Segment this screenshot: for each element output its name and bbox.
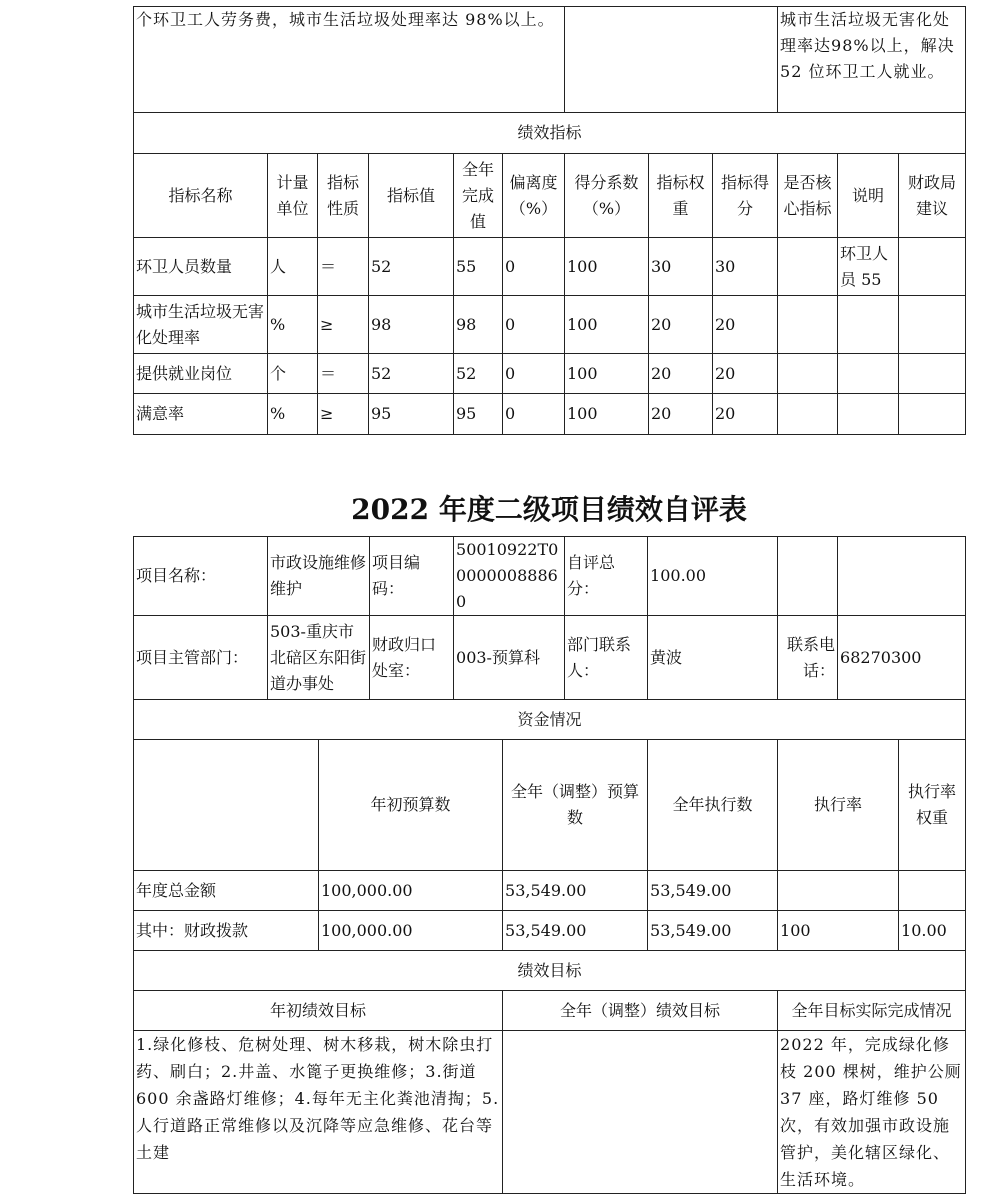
table-cell: 52 xyxy=(369,238,454,296)
header-cell: 执行率权重 xyxy=(899,740,966,871)
department-value: 503-重庆市北碚区东阳街道办事处 xyxy=(268,616,370,700)
table-cell xyxy=(899,871,966,911)
table-cell: 20 xyxy=(713,296,778,354)
table-cell xyxy=(778,871,899,911)
table-cell: 20 xyxy=(649,394,713,435)
table-cell: 个 xyxy=(268,354,318,394)
goals-header-row xyxy=(134,991,966,1031)
header-cell: 指标得分 xyxy=(713,154,778,238)
fragment-left-cell: 个环卫工人劳务费，城市生活垃圾处理率达 98%以上。 xyxy=(134,7,565,113)
table-cell: 环卫人员数量 xyxy=(134,238,268,296)
table-cell xyxy=(899,394,966,435)
table-cell: 98 xyxy=(454,296,503,354)
table-cell: 52 xyxy=(369,354,454,394)
table-cell xyxy=(838,394,899,435)
score-label: 自评总分： xyxy=(565,537,648,616)
table-cell: 55 xyxy=(454,238,503,296)
table-cell: 98 xyxy=(369,296,454,354)
table-cell: 满意率 xyxy=(134,394,268,435)
header-cell: 财政局建议 xyxy=(899,154,966,238)
project-name-value: 市政设施维修维护 xyxy=(268,537,370,616)
indicator-header-row xyxy=(134,154,966,238)
header-cell: 全年（调整）预算数 xyxy=(503,740,648,871)
header-cell: 说明 xyxy=(838,154,899,238)
table-cell: 100 xyxy=(565,238,649,296)
actual-completion-cell: 2022 年，完成绿化修枝 200 棵树，维护公厕 37 座，路灯维修 50 次，有效加强市政设施管护，美化辖区绿化、生活环境。 xyxy=(778,1031,966,1194)
table-cell: 100 xyxy=(778,911,899,951)
table-cell: 0 xyxy=(503,296,565,354)
department-label: 项目主管部门： xyxy=(134,616,268,700)
funds-header-row xyxy=(134,740,966,871)
header-cell: 指标值 xyxy=(369,154,454,238)
adjusted-goal-cell xyxy=(503,1031,778,1194)
finance-office-label: 财政归口处室： xyxy=(370,616,454,700)
section-title-goals: 绩效目标 xyxy=(134,951,966,991)
project-code-label: 项目编码： xyxy=(370,537,454,616)
project-name-label: 项目名称： xyxy=(134,537,268,616)
table-cell: % xyxy=(268,296,318,354)
table-row xyxy=(134,296,966,354)
table-cell: 30 xyxy=(649,238,713,296)
empty-cell xyxy=(838,537,966,616)
header-cell: 是否核心指标 xyxy=(778,154,838,238)
table-cell: ＝ xyxy=(318,238,369,296)
project-info-row xyxy=(134,537,966,616)
table-cell: 95 xyxy=(454,394,503,435)
phone-value: 68270300 xyxy=(838,616,966,700)
table-cell: 53,549.00 xyxy=(648,911,778,951)
table-cell: 环卫人员 55 xyxy=(838,238,899,296)
table-cell: 其中：财政拨款 xyxy=(134,911,319,951)
table-cell: 100 xyxy=(565,354,649,394)
table-cell: ≥ xyxy=(318,394,369,435)
table-cell: 20 xyxy=(713,354,778,394)
header-cell: 年初预算数 xyxy=(319,740,503,871)
table-row xyxy=(134,394,966,435)
table-cell: % xyxy=(268,394,318,435)
report-title: 2022 年度二级项目绩效自评表 xyxy=(351,493,747,526)
section-title-funds: 资金情况 xyxy=(134,700,966,740)
table-cell: 20 xyxy=(649,354,713,394)
finance-office-value: 003-预算科 xyxy=(454,616,565,700)
header-cell: 指标权重 xyxy=(649,154,713,238)
table-cell: 100 xyxy=(565,296,649,354)
table-cell: 0 xyxy=(503,394,565,435)
table-cell xyxy=(778,354,838,394)
header-cell: 偏离度（%） xyxy=(503,154,565,238)
table-cell: 提供就业岗位 xyxy=(134,354,268,394)
header-cell: 全年目标实际完成情况 xyxy=(778,991,966,1031)
table-cell xyxy=(899,296,966,354)
table-cell: 20 xyxy=(649,296,713,354)
section-title-indicators: 绩效指标 xyxy=(134,113,966,154)
table-cell xyxy=(778,296,838,354)
table-cell xyxy=(838,296,899,354)
self-evaluation-table xyxy=(133,536,966,1194)
project-code-value: 50010922T000000088860 xyxy=(454,537,565,616)
header-cell xyxy=(134,740,319,871)
table-cell xyxy=(838,354,899,394)
table-cell: 城市生活垃圾无害化处理率 xyxy=(134,296,268,354)
score-value: 100.00 xyxy=(648,537,778,616)
empty-cell xyxy=(778,537,838,616)
header-cell: 执行率 xyxy=(778,740,899,871)
table-cell xyxy=(778,394,838,435)
table-cell: 52 xyxy=(454,354,503,394)
contact-value: 黄波 xyxy=(648,616,778,700)
table-cell: 年度总金额 xyxy=(134,871,319,911)
table-cell xyxy=(899,354,966,394)
table-row xyxy=(134,871,966,911)
header-cell: 年初绩效目标 xyxy=(134,991,503,1031)
table-row xyxy=(134,238,966,296)
fragment-row xyxy=(134,7,966,113)
table-cell: 0 xyxy=(503,354,565,394)
header-cell: 计量单位 xyxy=(268,154,318,238)
table-cell: 10.00 xyxy=(899,911,966,951)
fragment-right-cell: 城市生活垃圾无害化处理率达98%以上，解决 52 位环卫工人就业。 xyxy=(778,7,966,113)
table-cell: 0 xyxy=(503,238,565,296)
table-row xyxy=(134,911,966,951)
contact-label: 部门联系人： xyxy=(565,616,648,700)
goals-row xyxy=(134,1031,966,1194)
header-cell: 全年（调整）绩效目标 xyxy=(503,991,778,1031)
indicator-table xyxy=(133,6,966,435)
header-cell: 指标名称 xyxy=(134,154,268,238)
table-cell xyxy=(778,238,838,296)
header-cell: 全年完成值 xyxy=(454,154,503,238)
fragment-mid-cell xyxy=(565,7,778,113)
table-cell xyxy=(899,238,966,296)
table-cell: 53,549.00 xyxy=(503,871,648,911)
table-row xyxy=(134,354,966,394)
table-cell: 100,000.00 xyxy=(319,911,503,951)
table-cell: 20 xyxy=(713,394,778,435)
table-cell: 53,549.00 xyxy=(503,911,648,951)
table-cell: 53,549.00 xyxy=(648,871,778,911)
table-cell: 95 xyxy=(369,394,454,435)
table-cell: 100,000.00 xyxy=(319,871,503,911)
phone-label: 联系电话： xyxy=(778,616,838,700)
header-cell: 指标性质 xyxy=(318,154,369,238)
table-cell: 人 xyxy=(268,238,318,296)
table-cell: 30 xyxy=(713,238,778,296)
table-cell: ＝ xyxy=(318,354,369,394)
header-cell: 全年执行数 xyxy=(648,740,778,871)
initial-goal-cell: 1.绿化修枝、危树处理、树木移栽，树木除虫打药、刷白；2.井盖、水篦子更换维修；3.街道 600 余盏路灯维修；4.每年无主化粪池清掏；5.人行道路正常维修以及沉降等应急维修、花台等土建 xyxy=(134,1031,503,1194)
header-cell: 得分系数（%） xyxy=(565,154,649,238)
table-cell: 100 xyxy=(565,394,649,435)
department-info-row xyxy=(134,616,966,700)
table-cell: ≥ xyxy=(318,296,369,354)
